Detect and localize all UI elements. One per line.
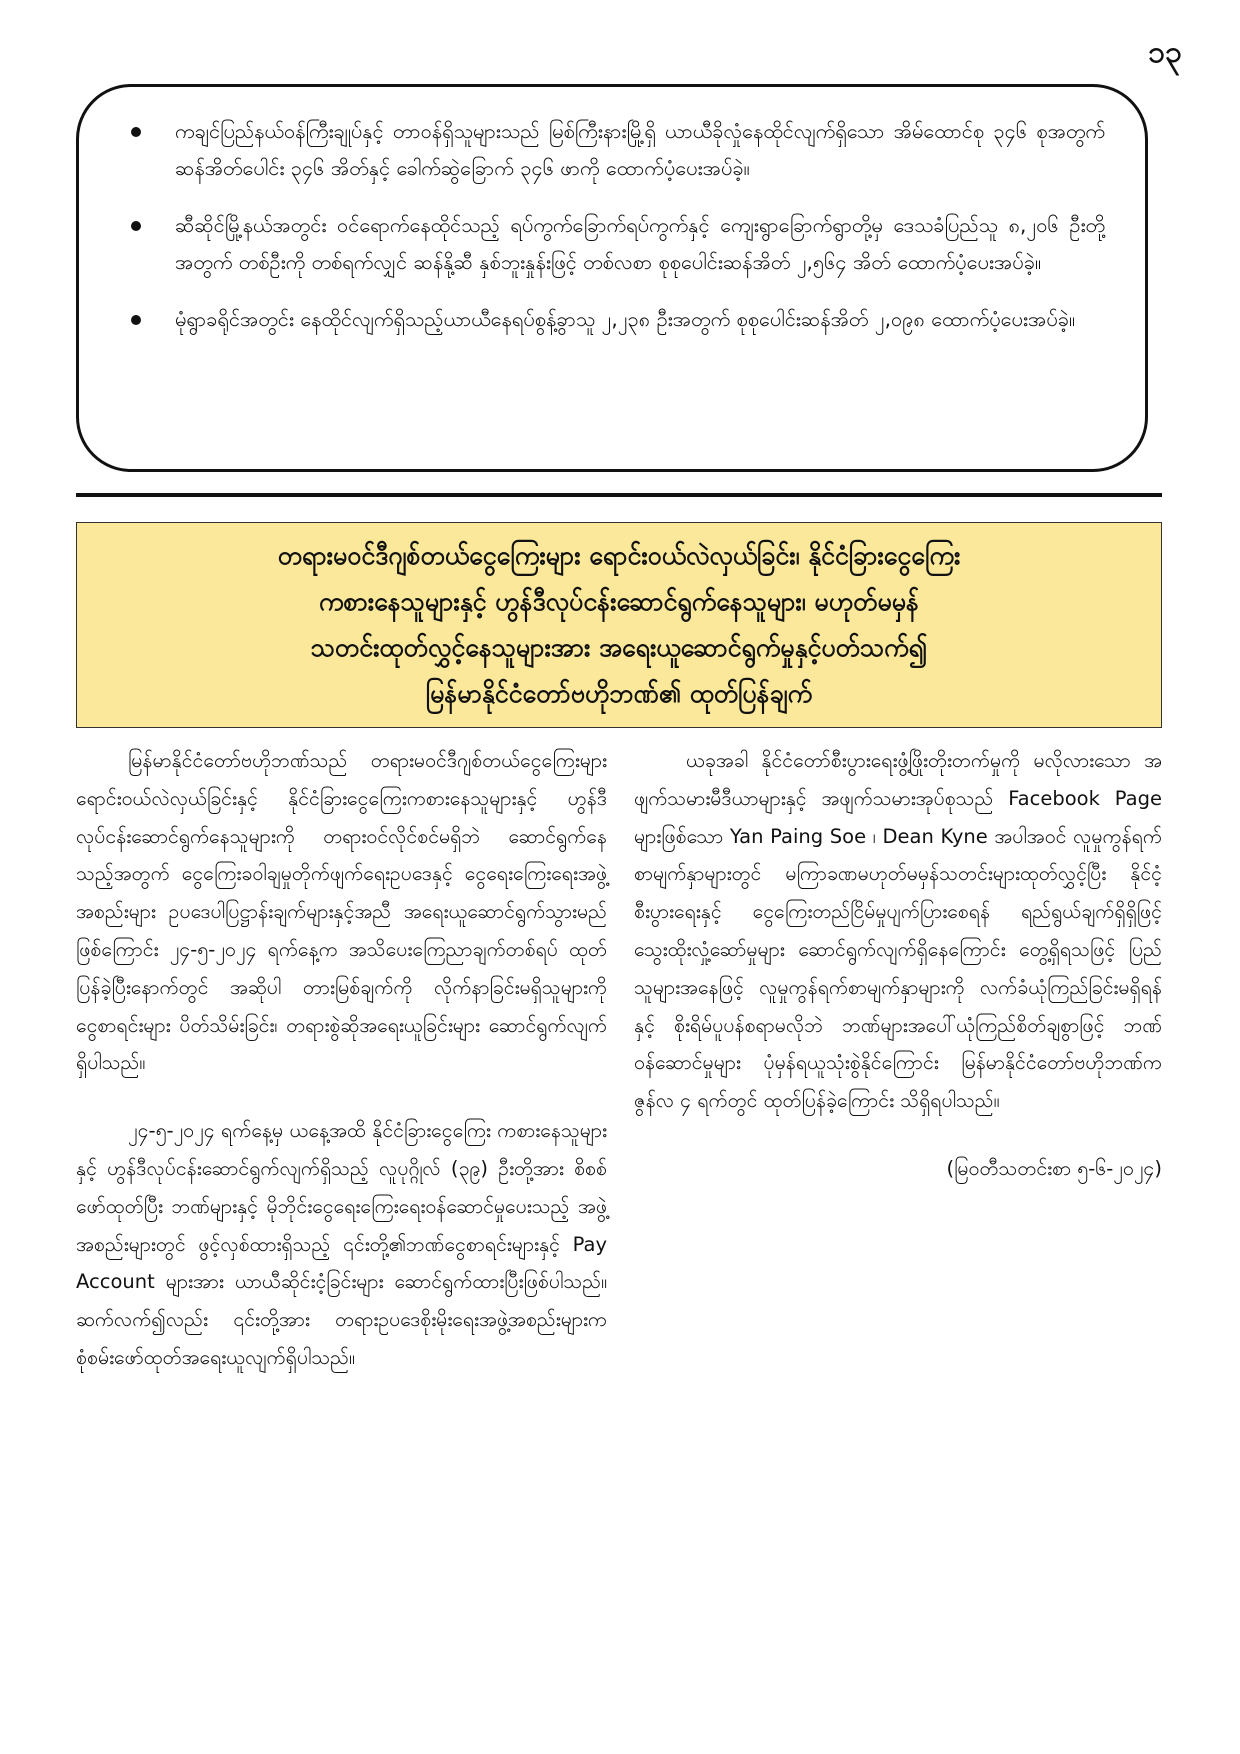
article-column-left (76, 742, 607, 1407)
bullet-item (131, 301, 1105, 338)
headline-line: မြန်မာနိုင်ငံတော်ဗဟိုဘဏ်၏ ထုတ်ပြန်ချက် (425, 679, 813, 708)
article-paragraph: မြန်မာနိုင်ငံတော်ဗဟိုဘဏ်သည် တရားမဝင်ဒီဂျစ်တယ်ငွေကြေးများ ရောင်းဝယ်လဲလှယ်ခြင်းနှင့် နိုင်ငံခြားငွေကြေးကစားနေသူများနှင့် ဟွန်ဒီလုပ်ငန်းဆောင်ရွက်နေသူများကို တရားဝင်လိုင်စင်မရှိဘဲ ဆောင်ရွက်နေသည့်အတွက် ငွေကြေးခဝါချမှုတိုက်ဖျက်ရေးဥပဒေနှင့် ငွေရေးကြေးရေးအဖွဲ့အစည်းများ ဥပဒေပါပြဋ္ဌာန်းချက်များနှင့်အညီ အရေးယူဆောင်ရွက်သွားမည်ဖြစ်ကြောင်း ၂၄-၅-၂၀၂၄ ရက်နေ့က အသိပေးကြေညာချက်တစ်ရပ် ထုတ်ပြန်ခဲ့ပြီးနောက်တွင် အဆိုပါ တားမြစ်ချက်ကို လိုက်နာခြင်းမရှိသူများကို ငွေစာရင်းများ ပိတ်သိမ်းခြင်း၊ တရားစွဲဆိုအရေးယူခြင်းများ ဆောင်ရွက်လျက်ရှိပါသည်။ (76, 749, 607, 1075)
bullet-icon (131, 127, 141, 137)
relief-summary-box (76, 84, 1148, 472)
page-number: ၁၃ (1148, 35, 1182, 70)
headline-line: တရားမဝင်ဒီဂျစ်တယ်ငွေကြေးများ ရောင်းဝယ်လဲလှယ်ခြင်း၊ နိုင်ငံခြားငွေကြေး (277, 541, 961, 570)
bullet-text: ကချင်ပြည်နယ်ဝန်ကြီးချုပ်နှင့် တာဝန်ရှိသူများသည် မြစ်ကြီးနားမြို့ရှိ ယာယီခိုလှုံနေထိုင်လျက်ရှိသော အိမ်ထောင်စု ၃၄၆ စုအတွက် ဆန်အိတ်ပေါင်း ၃၄၆ အိတ်နှင့် ခေါက်ဆွဲခြောက် ၃၄၆ ဖာကို ထောက်ပံ့ပေးအပ်ခဲ့။ (175, 119, 1105, 180)
bullet-text: မုံရွာခရိုင်အတွင်း နေထိုင်လျက်ရှိသည့်ယာယီနေရပ်စွန့်ခွာသူ ၂,၂၃၈ ဦးအတွက် စုစုပေါင်းဆန်အိတ် ၂,၀၉၈ ထောက်ပံ့ပေးအပ်ခဲ့။ (175, 307, 1076, 331)
headline-line: သတင်းထုတ်လွှင့်နေသူများအား အရေးယူဆောင်ရွက်မှုနှင့်ပတ်သက်၍ (310, 633, 928, 662)
section-divider (76, 493, 1162, 497)
article-paragraph: ၂၄-၅-၂၀၂၄ ရက်နေ့မှ ယနေ့အထိ နိုင်ငံခြားငွေကြေး ကစားနေသူများနှင့် ဟွန်ဒီလုပ်ငန်းဆောင်ရွက်လျက်ရှိသည့် လူပုဂ္ဂိုလ် (၃၉) ဦးတို့အား စိစစ်ဖော်ထုတ်ပြီး ဘဏ်များနှင့် မိုဘိုင်းငွေရေးကြေးရေးဝန်ဆောင်မှုပေးသည့် အဖွဲ့အစည်းများတွင် ဖွင့်လှစ်ထားရှိသည့် ၎င်းတို့၏ဘဏ်ငွေစာရင်းများနှင့် Pay Account များအား ယာယီဆိုင်းငံ့ခြင်းများ ဆောင်ရွက်ထားပြီးဖြစ်ပါသည်။ ဆက်လက်၍လည်း ၎င်းတို့အား တရားဥပဒေစိုးမိုးရေးအဖွဲ့အစည်းများက စုံစမ်းဖော်ထုတ်အရေးယူလျက်ရှိပါသည်။ (76, 1119, 607, 1369)
bullet-text: ဆီဆိုင်မြို့နယ်အတွင်း ဝင်ရောက်နေထိုင်သည့် ရပ်ကွက်ခြောက်ရပ်ကွက်နှင့် ကျေးရွာခြောက်ရွာတို့မှ ဒေသခံပြည်သူ ၈,၂၀၆ ဦးတို့အတွက် တစ်ဦးကို တစ်ရက်လျှင် ဆန်နို့ဆီ နှစ်ဘူးနှုန်းဖြင့် တစ်လစာ စုစုပေါင်းဆန်အိတ် ၂,၅၆၄ အိတ် ထောက်ပံ့ပေးအပ်ခဲ့။ (175, 213, 1105, 274)
article-headline (76, 522, 1162, 728)
article-paragraph: ယခုအခါ နိုင်ငံတော်စီးပွားရေးဖွံ့ဖြိုးတိုးတက်မှုကို မလိုလားသော အဖျက်သမားမီဒီယာများနှင့် အဖျက်သမားအုပ်စုသည် Facebook Page များဖြစ်သော Yan Paing Soe ၊ Dean Kyne အပါအဝင် လူမှုကွန်ရက်စာမျက်နှာများတွင် မကြာခဏမဟုတ်မမှန်သတင်းများထုတ်လွှင့်ပြီး နိုင်ငံ့စီးပွားရေးနှင့် ငွေကြေးတည်ငြိမ်မှုပျက်ပြားစေရန် ရည်ရွယ်ချက်ရှိရှိဖြင့် သွေးထိုးလှုံ့ဆော်မှုများ ဆောင်ရွက်လျက်ရှိနေကြောင်း တွေ့ရှိရသဖြင့် ပြည်သူများအနေဖြင့် လူမှုကွန်ရက်စာမျက်နှာများကို လက်ခံယုံကြည်ခြင်းမရှိရန်နှင့် စိုးရိမ်ပူပန်စရာမလိုဘဲ ဘဏ်များအပေါ်ယုံကြည်စိတ်ချစွာဖြင့် ဘဏ်ဝန်ဆောင်မှုများ ပုံမှန်ရယူသုံးစွဲနိုင်ကြောင်း မြန်မာနိုင်ငံတော်ဗဟိုဘဏ်က ဇွန်လ ၄ ရက်တွင် ထုတ်ပြန်ခဲ့ကြောင်း သိရှိရပါသည်။ (634, 749, 1162, 1113)
bullet-item (131, 113, 1105, 187)
article-column-right (634, 742, 1162, 1218)
article-source: (မြဝတီသတင်းစာ ၅-၆-၂၀၂၄) (946, 1156, 1162, 1180)
headline-line: ကစားနေသူများနှင့် ဟွန်ဒီလုပ်ငန်းဆောင်ရွက်နေသူများ၊ မဟုတ်မမှန် (319, 587, 919, 616)
bullet-icon (131, 221, 141, 231)
bullet-icon (131, 315, 141, 325)
bullet-item (131, 207, 1105, 281)
